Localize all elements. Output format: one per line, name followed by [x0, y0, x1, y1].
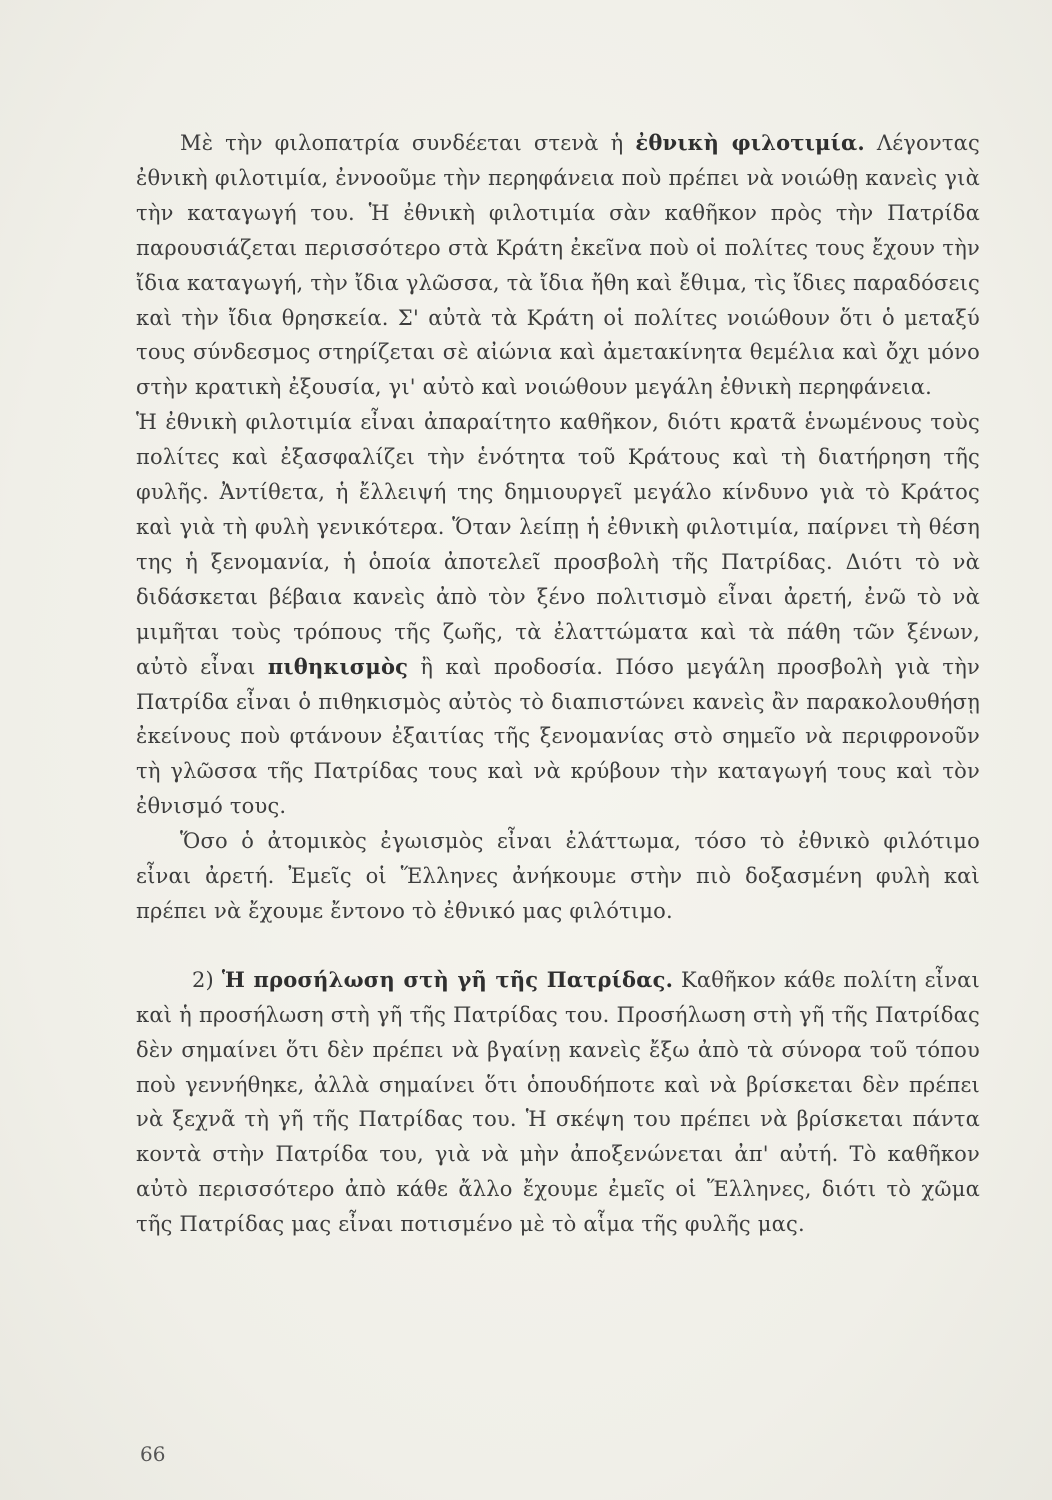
paragraph-attachment-to-land [136, 963, 980, 1242]
section-number: 2) [192, 967, 214, 992]
paragraph-body: Ἡ ἐθνικὴ φιλοτιμία εἶναι ἀπαραίτητο καθῆκον, διότι κρατᾶ ἑνωμένους τοὺς πολίτες καὶ ἐξασφαλίζει τὴν ἑνότητα τοῦ Κράτους καὶ τὴ διατήρηση τῆς φυλῆς. Ἀντίθετα, ἡ ἔλλειψή της δημιουργεῖ μεγάλο κίνδυνο γιὰ τὸ Κράτος καὶ γιὰ τὴ φυλὴ γενικότερα. Ὅταν λείπῃ ἡ ἐθνικὴ φιλοτιμία, παίρνει τὴ θέση της ἡ ξενομανία, ἡ ὁποία ἀποτελεῖ προσβολὴ τῆς Πατρίδας. Διότι τὸ νὰ διδάσκεται βέβαια κανεὶς ἀπὸ τὸν ξένο πολιτισμὸ εἶναι ἀρετή, ἐνῶ τὸ νὰ μιμῆται τοὺς τρόπους τῆς ζωῆς, τὰ ἐλαττώματα καὶ τὰ πάθη τῶν ξένων, αὐτὸ εἶναι [136, 410, 980, 679]
paragraph-body: Λέγοντας ἐθνικὴ φιλοτιμία, ἐννοοῦμε τὴν περηφάνεια ποὺ πρέπει νὰ νοιώθῃ κανεὶς γιὰ τὴν καταγωγή του. Ἡ ἐθνικὴ φιλοτιμία σὰν καθῆκον πρὸς τὴν Πατρίδα παρουσιάζεται περισσότερο στὰ Κράτη ἐκεῖνα ποὺ οἱ πολίτες τους ἔχουν τὴν ἴδια καταγωγή, τὴν ἴδια γλῶσσα, τὰ ἴδια ἤθη καὶ ἔθιμα, τὶς ἴδιες παραδόσεις καὶ τὴν ἴδια θρησκεία. Σ' αὐτὰ τὰ Κράτη οἱ πολίτες νοιώθουν ὅτι ὁ μεταξύ τους σύνδεσμος στηρίζεται σὲ αἰώνια καὶ ἀμετακίνητα θεμέλια καὶ ὄχι μόνο στὴν κρατικὴ ἐξουσία, γι' αὐτὸ καὶ νοιώθουν μεγάλη ἐθνικὴ περηφάνεια. [136, 131, 980, 400]
paragraph-xenomania [136, 405, 980, 824]
page-number: 66 [140, 1442, 166, 1466]
paragraph-body: ἢ καὶ προδοσία. Πόσο μεγάλη προσβολὴ γιὰ τὴν Πατρίδα εἶναι ὁ πιθηκισμὸς αὐτὸς τὸ διαπιστώνει κανεὶς ἂν παρακολουθήσῃ ἐκείνους ποὺ φτάνουν ἐξαιτίας τῆς ξενομανίας στὸ σημεῖο νὰ περιφρονοῦν τὴ γλῶσσα τῆς Πατρίδας τους καὶ νὰ κρύβουν τὴν καταγωγή τους καὶ τὸν ἐθνισμό τους. [136, 654, 981, 819]
paragraph-body: Καθῆκον κάθε πολίτη εἶναι καὶ ἡ προσήλωση στὴ γῆ τῆς Πατρίδας του. Προσήλωση στὴ γῆ τῆς Πατρίδας δὲν σημαίνει ὅτι δὲν πρέπει νὰ βγαίνῃ κανεὶς ἔξω ἀπὸ τὰ σύνορα τοῦ τόπου ποὺ γεννήθηκε, ἀλλὰ σημαίνει ὅτι ὁπουδήποτε καὶ νὰ βρίσκεται δὲν πρέπει νὰ ξεχνᾶ τὴ γῆ τῆς Πατρίδας του. Ἡ σκέψη του πρέπει νὰ βρίσκεται πάντα κοντὰ στὴν Πατρίδα του, γιὰ νὰ μὴν ἀποξενώνεται ἀπ' αὐτή. Τὸ καθῆκον αὐτὸ περισσότερο ἀπὸ κάθε ἄλλο ἔχουμε ἐμεῖς οἱ Ἕλληνες, διότι τὸ χῶμα τῆς Πατρίδας μας εἶναι ποτισμένο μὲ τὸ αἷμα τῆς φυλῆς μας. [136, 967, 980, 1237]
paragraph-body: Ὅσο ὁ ἀτομικὸς ἐγωισμὸς εἶναι ἐλάττωμα, τόσο τὸ ἐθνικὸ φιλότιμο εἶναι ἀρετή. Ἐμεῖς οἱ Ἕλληνες ἀνήκουμε στὴν πιὸ δοξασμένη φυλὴ καὶ πρέπει νὰ ἔχουμε ἔντονο τὸ ἐθνικό μας φιλότιμο. [136, 829, 980, 923]
term-national-pride: ἐθνικὴ φιλοτιμία. [635, 130, 865, 155]
paragraph-intro: Μὲ τὴν φιλοπατρία συνδέεται στενὰ ἡ [180, 131, 636, 155]
body-text [136, 126, 980, 1242]
section-spacer [136, 929, 980, 963]
section-heading: Ἡ προσήλωση στὴ γῆ τῆς Πατρίδας. [221, 966, 674, 992]
paragraph-national-pride [136, 126, 980, 405]
paragraph-philotimo [136, 824, 980, 929]
term-apery: πιθηκισμὸς [267, 653, 409, 679]
